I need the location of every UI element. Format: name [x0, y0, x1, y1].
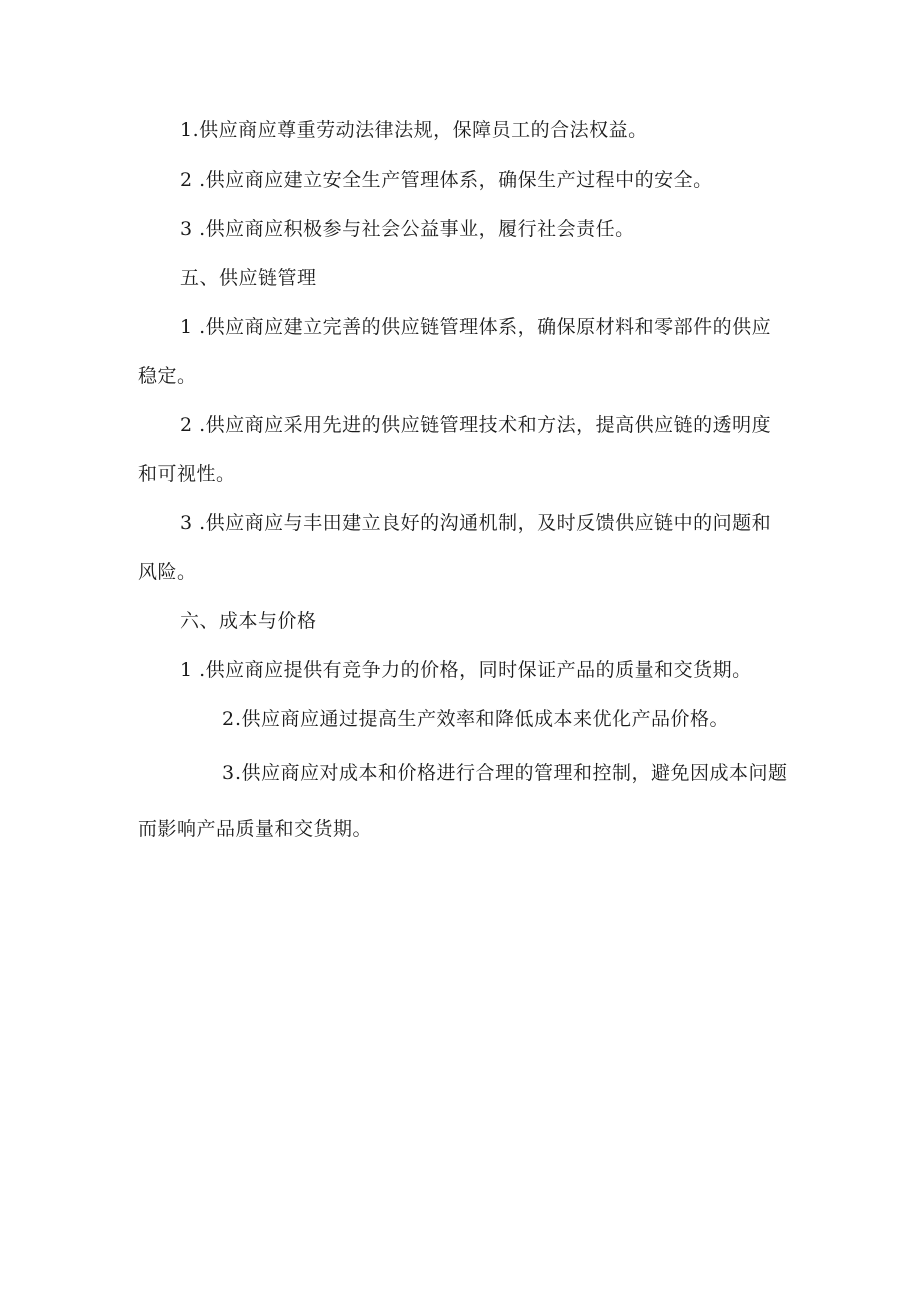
section5-item-1: 1 .供应商应建立完善的供应链管理体系，确保原材料和零部件的供应稳定。	[138, 316, 772, 387]
section6-item-3-text: .供应商应对成本和价格进行合理的管理和控制，避免因成本问题而影响产品质量和交货期。	[138, 762, 788, 840]
section6-item-2	[138, 695, 788, 744]
section6-item-3-number: 3	[222, 762, 235, 784]
section4-item-3: 3 .供应商应积极参与社会公益事业，履行社会责任。	[180, 218, 635, 240]
section5-heading: 五、供应链管理	[180, 267, 317, 289]
section6-item-3	[138, 745, 788, 857]
section4-item-2: 2 .供应商应建立安全生产管理体系，确保生产过程中的安全。	[180, 169, 713, 191]
section6-item-2-number: 2	[222, 708, 235, 730]
section6-item-1: 1 .供应商应提供有竞争力的价格，同时保证产品的质量和交货期。	[180, 659, 752, 681]
section5-item-3: 3 .供应商应与丰田建立良好的沟通机制，及时反馈供应链中的问题和风险。	[138, 512, 772, 583]
section6-heading: 六、成本与价格	[180, 610, 317, 632]
section6-item-2-text: .供应商应通过提高生产效率和降低成本来优化产品价格。	[235, 708, 730, 730]
section5-item-2: 2 .供应商应采用先进的供应链管理技术和方法，提高供应链的透明度和可视性。	[138, 414, 772, 485]
section4-item-1: 1.供应商应尊重劳动法律法规，保障员工的合法权益。	[180, 119, 648, 141]
